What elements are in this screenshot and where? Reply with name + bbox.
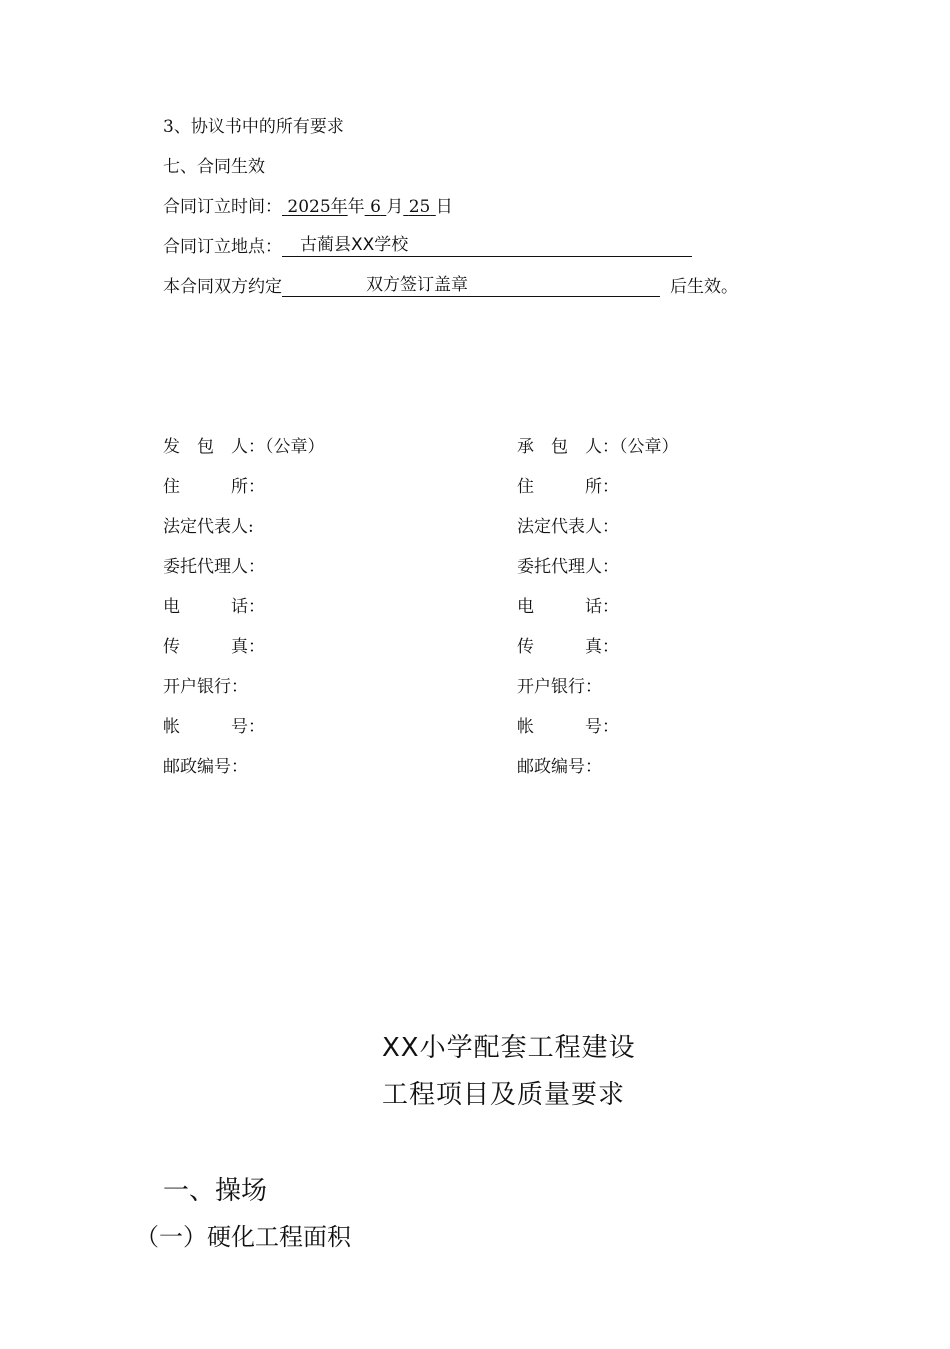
employer-agent-label: 委托代理人：	[163, 557, 265, 577]
section-playground-heading: 一、操场	[163, 1176, 268, 1206]
effect-condition-field	[282, 275, 660, 297]
year-suffix: 年	[347, 197, 365, 217]
contract-place-label: 合同订立地点：	[163, 237, 282, 257]
month-suffix: 月	[386, 197, 404, 217]
employer-phone-label: 电 话：	[163, 597, 265, 617]
employer-fax-label: 传 真：	[163, 637, 265, 657]
employer-bank-label: 开户银行：	[163, 677, 248, 697]
contractor-header	[517, 437, 679, 457]
effect-suffix: 后生效。	[670, 277, 738, 297]
contractor-address-label: 住 所：	[517, 477, 619, 497]
contractor-postcode-label: 邮政编号：	[517, 757, 602, 777]
contract-time-label: 合同订立时间：	[163, 197, 282, 217]
contract-day-value: 25	[408, 197, 431, 217]
contractor-account-label: 帐 号：	[517, 717, 619, 737]
section-7-heading: 七、合同生效	[163, 157, 265, 177]
contract-year-value: 2025年	[287, 197, 348, 217]
employer-account-label: 帐 号：	[163, 717, 265, 737]
day-suffix: 日	[435, 197, 453, 217]
employer-header	[163, 437, 325, 457]
contractor-phone-label: 电 话：	[517, 597, 619, 617]
effect-condition-value: 双方签订盖章	[366, 275, 468, 295]
effect-prefix: 本合同双方约定	[163, 277, 282, 297]
contract-place-value: 古蔺县XX学校	[300, 235, 409, 255]
employer-postcode-label: 邮政编号：	[163, 757, 248, 777]
employer-label: 发 包 人：	[163, 437, 265, 457]
contractor-bank-label: 开户银行：	[517, 677, 602, 697]
contractor-seal-note: （公章）	[619, 437, 679, 457]
appendix-title-line-1: XX小学配套工程建设	[382, 1033, 636, 1063]
contractor-agent-label: 委托代理人：	[517, 557, 619, 577]
contract-place-field	[282, 235, 692, 257]
contractor-legal-rep-label: 法定代表人：	[517, 517, 619, 537]
contract-time-line	[163, 197, 453, 217]
appendix-title-line-2: 工程项目及质量要求	[382, 1080, 626, 1110]
clause-3-text: 3、协议书中的所有要求	[163, 117, 344, 137]
employer-address-label: 住 所：	[163, 477, 265, 497]
contractor-fax-label: 传 真：	[517, 637, 619, 657]
contractor-label: 承 包 人：	[517, 437, 619, 457]
employer-legal-rep-label: 法定代表人:	[163, 517, 254, 537]
contract-place-line	[163, 237, 692, 257]
subsection-hardening-heading: （一）硬化工程面积	[135, 1223, 351, 1251]
contract-month-value: 6	[370, 197, 381, 217]
contract-effect-line	[163, 277, 738, 297]
employer-seal-note: （公章）	[265, 437, 325, 457]
